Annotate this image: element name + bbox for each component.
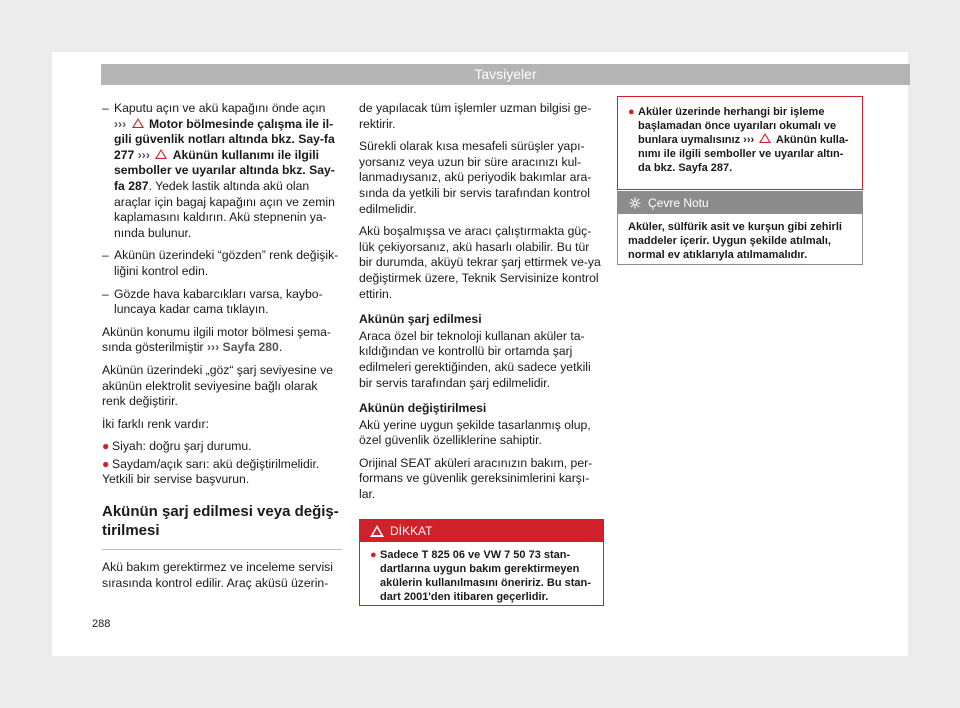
paragraph-text: Akünün konumu ilgili motor bölmesi şema-sında gösterilmiştir [102, 324, 331, 355]
dash-mark: – [102, 248, 109, 263]
cross-ref-arrow: ››› [743, 134, 755, 146]
bullet-icon: ● [102, 439, 110, 454]
bullet-item [102, 457, 342, 473]
dash-mark: – [102, 101, 109, 115]
paragraph: Akü yerine uygun şekilde tasarlanmış olup, özel güvenlik özelliklerine sahiptir. [359, 417, 591, 448]
cross-ref-arrow: ››› [114, 116, 127, 131]
list-text: Akünün üzerindeki “gözden” renk değişik-liğini kontrol edin. [114, 248, 339, 278]
list-item [102, 287, 342, 318]
warning-box-header [360, 520, 603, 542]
paragraph: Sürekli olarak kısa mesafeli sürüşler yapı-yorsanız veya uzun bir süre aracınızı kul-lanmadıysanız, akü periyodik bakımlar ara-sında da yetkili bir servis tarafından kontrol edilmelidir. [359, 139, 592, 216]
paragraph: İki farklı renk vardır: [102, 416, 210, 431]
paragraph: Orijinal SEAT aküleri aracınızın bakım, per-formans ve güvenlik gereksinimlerini karşı-lar. [359, 455, 593, 502]
warning-continuation-box [617, 96, 863, 190]
environment-note-box [617, 191, 863, 265]
paragraph: Akü bakım gerektirmez ve inceleme servisi sırasında kontrol edilir. Araç aküsü üzerin- [102, 560, 333, 590]
warning-text: Aküler üzerinde herhangi bir işleme başlamadan önce uyarıları okumalı ve bunlara uymalısınız [638, 106, 837, 146]
bullet-icon: ● [102, 456, 110, 471]
list-item [102, 101, 342, 241]
list-text: Gözde hava kabarcıkları varsa, kaybo-luncaya kadar cama tıklayın. [114, 286, 323, 317]
paragraph: Yetkili bir servise başvurun. [102, 472, 250, 487]
paragraph: de yapılacak tüm işlemler uzman bilgisi ge-rektirir. [359, 101, 592, 131]
warning-icon [132, 118, 144, 128]
section-title: Akünün şarj edilmesi veya değiş-tirilmesi [102, 502, 342, 550]
page-link[interactable]: ››› Sayfa 280 [207, 340, 279, 355]
dash-mark: – [102, 286, 109, 301]
cross-ref-link[interactable]: Motor bölmesinde çalışma ile il-gili güvenlik notları altında bkz. Say-fa 277 [114, 116, 335, 162]
warning-box-body [618, 97, 862, 175]
warning-box [359, 519, 604, 606]
warning-icon [370, 525, 384, 537]
bullet-icon: ● [370, 549, 377, 561]
list-text: . Yedek lastik altında akü olan araçlar için bagaj kapağını açın ve zemin kaplamasını kaldırın. Akü stepnenin ya-nında bulunur. [114, 178, 335, 240]
environment-icon [629, 197, 641, 209]
page-header: Tavsiyeler [101, 64, 910, 85]
warning-box-title: DİKKAT [390, 524, 433, 538]
column-middle [359, 101, 602, 510]
environment-note-header [618, 192, 862, 214]
bullet-text: Siyah: doğru şarj durumu. [112, 439, 252, 454]
cross-ref-arrow: ››› [137, 147, 150, 162]
paragraph: Akünün üzerindeki „göz“ şarj seviyesine ve akünün elektrolit seviyesine bağlı olarak renk değiştirir. [102, 362, 333, 409]
subheading: Akünün değiştirilmesi [359, 401, 487, 416]
warning-icon [155, 149, 167, 159]
list-item [102, 248, 342, 279]
list-text: Kaputu açın ve akü kapağını önde açın [114, 101, 326, 115]
paragraph: Araca özel bir teknoloji kullanan aküler ta-kıldığından ve kontrollü bir ortamda şarj edilmeleri gerektiğinden, akü sadece yetkili bir servis tarafından şarj edilmelidir. [359, 328, 591, 390]
cross-ref-link[interactable]: Akünün kulla-nımı ile ilgili semboller ve uyarılar altın-da bkz. Sayfa 287. [638, 134, 849, 174]
manual-page [52, 52, 908, 656]
warning-box-body [360, 542, 603, 604]
page-number: 288 [92, 618, 111, 630]
bullet-icon: ● [628, 106, 635, 118]
environment-note-body: Aküler, sülfürik asit ve kurşun gibi zehirli maddeler içerir. Uygun şekilde atılmalı, normal ev atıklarıyla atılmamalıdır. [628, 221, 842, 261]
paragraph [102, 325, 342, 356]
cross-ref-link[interactable]: Akünün kullanımı ile ilgili semboller ve uyarılar altında bkz. Say-fa 287 [114, 147, 335, 193]
warning-icon [759, 133, 771, 143]
environment-note-title: Çevre Notu [648, 196, 709, 210]
warning-text: Sadece T 825 06 ve VW 7 50 73 stan-dartlarına uygun bakım gerektirmeyen akülerin kullanılmasını öneririz. Bu stan-dart 2001'den itibaren geçerlidir. [380, 549, 591, 603]
subheading: Akünün şarj edilmesi [359, 312, 482, 327]
column-left [102, 101, 342, 598]
paragraph: Akü boşalmışsa ve aracı çalıştırmakta güç-lük çekiyorsanız, akü hasarlı olabilir. Bu tür bir durumda, aküyü tekrar şarj ettirmek ve-ya değiştirmek üzere, Teknik Servisinize kontrol ettirin. [359, 224, 601, 301]
paragraph-text: . [278, 340, 283, 355]
bullet-item [102, 439, 342, 455]
bullet-text: Saydam/açık sarı: akü değiştirilmelidir. [112, 456, 320, 471]
